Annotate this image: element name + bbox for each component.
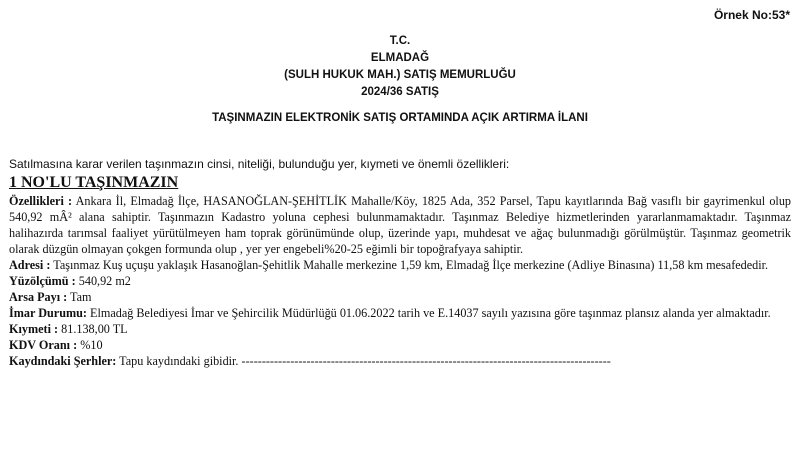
land-share-field	[9, 289, 791, 305]
property-details	[9, 173, 791, 369]
vat-value: %10	[80, 338, 103, 352]
zoning-text: Elmadağ Belediyesi İmar ve Şehircilik Müdürlüğü 01.06.2022 tarih ve E.14037 sayılı yazısına göre taşınmaz plansız alanda yer almaktadır.	[90, 306, 771, 320]
value-amount: 81.138,00 TL	[61, 322, 128, 336]
zoning-field	[9, 305, 791, 321]
land-share-label: Arsa Payı :	[9, 290, 68, 304]
address-label: Adresi :	[9, 258, 51, 272]
header-tc: T.C.	[389, 35, 411, 47]
vat-label: KDV Oranı :	[9, 338, 78, 352]
features-label: Özellikleri :	[9, 194, 73, 208]
features-text: Ankara İl, Elmadağ İlçe, HASANOĞLAN-ŞEHİTLİK Mahalle/Köy, 1825 Ada, 352 Parsel, Tapu kayıtlarında Bağ vasıflı bir gayrimenkul olup 540,92 mÂ² alana sahiptir. Taşınmazın Kadastro yoluna cephesi bulunmamaktadır. Taşınmaz Belediye hizmetlerinden yararlanmamaktadır. Taşınmaz halihazırda tarımsal faaliyet yürütülmeyen ham toprak görünümünde olup, üzerinde yapı, muhdesat ve ağaç bulunmadığı görülmüştür. Taşınmaz geometrik olarak düzgün olmayan çokgen formunda olup , yer yer engebeli%20-25 eğimli bir topoğrafyaya sahiptir.	[9, 194, 792, 256]
intro-text: Satılmasına karar verilen taşınmazın cinsi, niteliği, bulunduğu yer, kıymeti ve önemli özellikleri:	[9, 157, 510, 171]
area-value: 540,92 m2	[78, 274, 131, 288]
conditions-value: Tapu kaydındaki gibidir. -------------------------------------------------------------------------------------------	[119, 354, 611, 368]
property-title: 1 NO'LU TAŞINMAZIN	[9, 174, 179, 191]
address-field	[9, 257, 791, 273]
conditions-label: Kaydındaki Şerhler:	[9, 354, 117, 368]
vat-field	[9, 337, 791, 353]
document-header	[0, 33, 800, 101]
notice-subject: TAŞINMAZIN ELEKTRONİK SATIŞ ORTAMINDA AÇIK ARTIRMA İLANI	[212, 112, 588, 124]
value-field	[9, 321, 791, 337]
land-share-value: Tam	[70, 290, 92, 304]
header-file-number: 2024/36 SATIŞ	[361, 86, 439, 98]
area-field	[9, 273, 791, 289]
value-label: Kıymeti :	[9, 322, 59, 336]
features-field	[9, 193, 791, 257]
header-office: (SULH HUKUK MAH.) SATIŞ MEMURLUĞU	[284, 69, 516, 81]
conditions-field	[9, 353, 791, 369]
address-text: Taşınmaz Kuş uçuşu yaklaşık Hasanoğlan-Şehitlik Mahalle merkezine 1,59 km, Elmadağ İlçe merkezine (Adliye Binasına) 11,58 km mesafededir.	[53, 258, 769, 272]
form-number: Örnek No:53*	[713, 8, 790, 22]
zoning-label: İmar Durumu:	[9, 306, 87, 320]
area-label: Yüzölçümü :	[9, 274, 76, 288]
header-district: ELMADAĞ	[370, 52, 430, 64]
